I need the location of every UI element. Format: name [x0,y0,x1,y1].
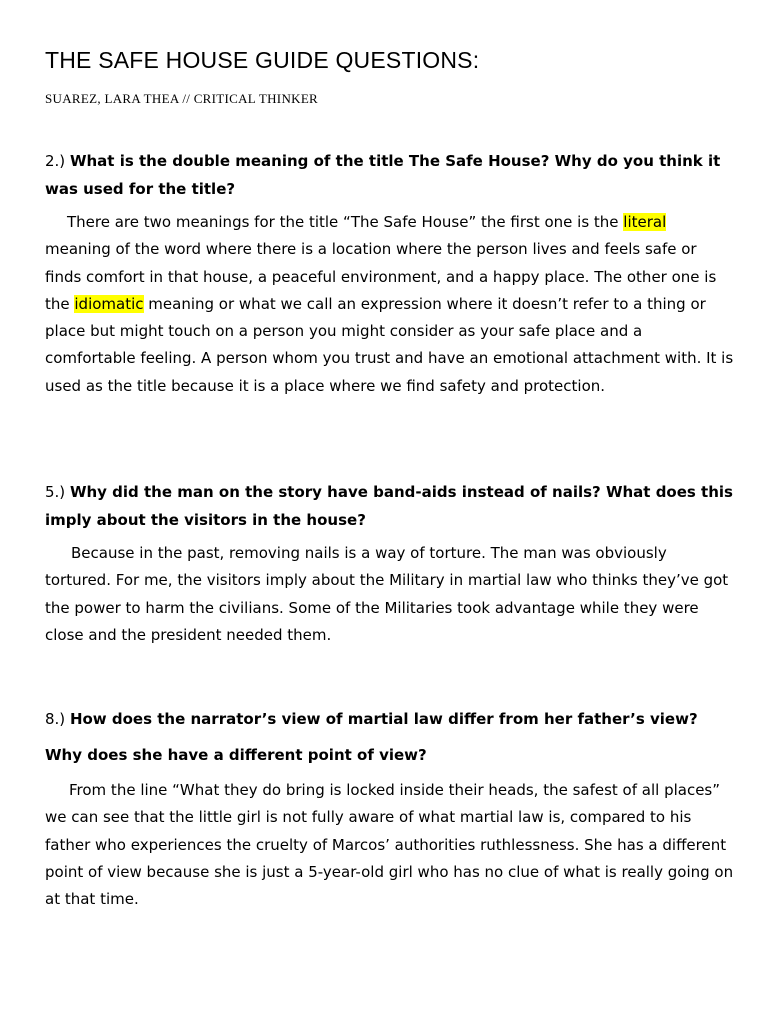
question-text-line1: Why did the man on the story have band-aids instead of nails? What does this [69,483,733,501]
question-section-5 [45,478,735,649]
question-number: 8.) [45,710,66,728]
question-section-8 [45,701,735,913]
question-heading [45,701,735,773]
author-line: SUAREZ, LARA THEA // CRITICAL THINKER [45,91,319,106]
question-number: 5.) [45,483,66,501]
question-text-line1: What is the double meaning of the title The Safe House? Why do you think it [69,152,721,170]
answer-paragraph [45,540,735,649]
question-number: 2.) [45,152,66,170]
question-heading [45,478,735,534]
document-title: THE SAFE HOUSE GUIDE QUESTIONS: [45,47,480,73]
question-section-2 [45,147,735,400]
question-text-line2: imply about the visitors in the house? [45,511,366,529]
answer-text: Because in the past, removing nails is a way of torture. The man was obviously tortured. For me, the visitors imply about the Military in martial law who thinks they’ve got the power to harm the civilians. Some of the Militaries took advantage while they were close and the president needed them. [45,544,729,644]
highlight-literal: literal [623,213,667,231]
answer-text-part1: There are two meanings for the title “The Safe House” the first one is the [67,213,624,231]
answer-paragraph [45,209,735,400]
question-text-line2: Why does she have a different point of view? [45,746,427,764]
question-heading [45,147,735,203]
answer-text: From the line “What they do bring is locked inside their heads, the safest of all places” we can see that the little girl is not fully aware of what martial law is, compared to his father who experiences the cruelty of Marcos’ authorities ruthlessness. She has a different point of view because she is just a 5-year-old girl who has no clue of what is really going on at that time. [45,781,734,909]
answer-text-part3: meaning or what we call an expression where it doesn’t refer to a thing or place but might touch on a person you might consider as your safe place and a comfortable feeling. A person whom you trust and have an emotional attachment with. It is used as the title because it is a place where we find safety and protection. [45,294,734,395]
question-text-line1: How does the narrator’s view of martial law differ from her father’s view? [69,710,698,728]
answer-paragraph [45,777,735,913]
answer-text-part2: meaning of the word where there is a location where the person lives and feels safe or finds comfort in that house, a peaceful environment, and a happy place. The other one is the [45,240,717,313]
highlight-idiomatic: idiomatic [74,294,144,313]
question-text-line2: was used for the title? [45,180,236,198]
